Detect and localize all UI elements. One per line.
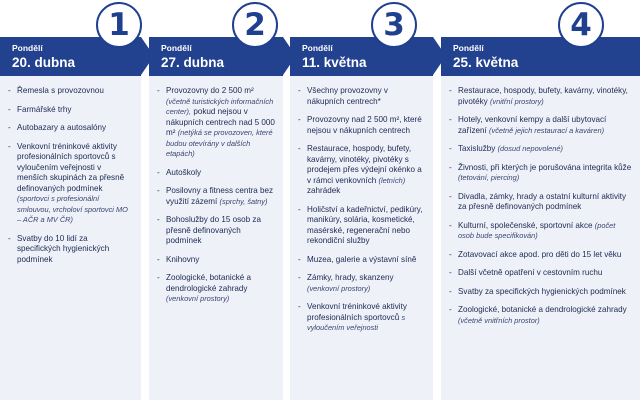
item-note: (počet osob bude specifikován): [458, 220, 616, 240]
list-item: [298, 273, 425, 294]
list-item: [449, 287, 632, 298]
phase-list-1: [0, 76, 141, 400]
list-item: [8, 234, 133, 266]
list-item: [157, 186, 275, 207]
list-item: [449, 268, 632, 279]
list-item: [8, 105, 133, 116]
list-item: [449, 163, 632, 184]
phase-day: Pondělí: [12, 43, 43, 53]
list-item: [157, 255, 275, 266]
item-text: Živnosti, při kterých je porušována integrita kůže: [458, 162, 632, 172]
item-text: Muzea, galerie a výstavní síně: [307, 254, 417, 264]
list-item: [449, 250, 632, 261]
item-text: Hotely, venkovní kempy a další ubytovací zařízení: [458, 115, 607, 135]
phase-date: 27. dubna: [161, 55, 225, 70]
item-text: Zámky, hrady, skanzeny: [307, 273, 394, 282]
item-text: Divadla, zámky, hrady a ostatní kulturní aktivity za přesně definovaných podmínek: [458, 191, 627, 211]
phase-date: 20. dubna: [12, 55, 76, 70]
list-item: [298, 302, 425, 334]
list-item: [298, 115, 425, 136]
item-text: Všechny provozovny v nákupních centrech*: [307, 86, 388, 106]
item-note: (sprchy, šatny): [219, 196, 268, 206]
phase-number-2: 2: [232, 2, 278, 48]
list-item: [449, 115, 632, 136]
item-text: Další včetně opatření v cestovním ruchu: [458, 268, 603, 277]
item-note: (včetně jejich restaurací a kaváren): [489, 125, 605, 135]
list-item: [298, 255, 425, 266]
item-text: Posilovny a fitness centra bez využití zázemí: [166, 186, 274, 206]
item-text: Kulturní, společenské, sportovní akce: [458, 220, 593, 230]
item-text: Svatby za specifických hygienických podmínek: [458, 286, 626, 296]
item-text: Zoologické, botanické a dendrologické zahrady: [166, 273, 252, 293]
phase-header-4: [441, 37, 640, 76]
item-note: (netýká se provozoven, které budou otevírány v dalších etapách): [166, 128, 273, 158]
item-text: Autobazary a autosalóny: [17, 123, 107, 132]
list-item: [449, 305, 632, 326]
item-note: (venkovní prostory): [307, 283, 371, 293]
item-note: (včetně turistických informačních center),: [166, 96, 274, 116]
item-text: Farmářské trhy: [17, 104, 72, 114]
list-item: [298, 86, 425, 107]
list-item: [449, 144, 632, 155]
item-text: Taxislužby: [458, 144, 496, 153]
item-text: Restaurace, hospody, bufety, kavárny, vinotéky, pivotéky s prodejem přes výdejní okénko a v rámci venkovních: [307, 144, 422, 185]
item-text: Svatby do 10 lidí za specifických hygienických podmínek: [17, 233, 110, 264]
item-text: Provozovny do 2 500 m²: [166, 86, 254, 95]
item-text: Bohoslužby do 15 osob za přesně definovaných podmínek: [166, 215, 261, 245]
list-item: [157, 168, 275, 179]
phase-day: Pondělí: [302, 43, 333, 53]
item-text: Autoškoly: [166, 167, 202, 177]
item-text: pokud nejsou v nákupních centrech nad 5 000 m²: [166, 107, 275, 137]
item-text: Holičství a kadeřnictví, pedikúry, manikúry, solária, kosmetické, masérské, regenerační nebo rekondiční služby: [307, 204, 423, 245]
item-text: Knihovny: [166, 254, 200, 264]
list-item: [8, 123, 133, 134]
phase-day: Pondělí: [453, 43, 484, 53]
item-text: Zotavovací akce apod. pro děti do 15 let věku: [458, 249, 622, 259]
list-item: [157, 215, 275, 247]
item-note: (tetování, piercing): [458, 173, 520, 182]
item-text: Venkovní tréninkové aktivity profesionálních sportovců: [307, 302, 407, 322]
list-item: [298, 205, 425, 247]
phase-list-2: [149, 76, 283, 400]
phase-date: 25. května: [453, 55, 519, 70]
phase-date: 11. května: [302, 55, 367, 70]
item-note: (letních): [378, 175, 406, 185]
list-item: [298, 144, 425, 197]
phase-number-3: 3: [371, 2, 417, 48]
list-item: [449, 86, 632, 107]
list-item: [8, 86, 133, 97]
phase-day: Pondělí: [161, 43, 192, 53]
item-text: Venkovní tréninkové aktivity profesionálních sportovců s vyloučením veřejnosti v menších skupinách za přesně definovaných podmínek: [17, 141, 125, 193]
item-text: Restaurace, hospody, bufety, kavárny, vinotéky, pivotéky: [458, 86, 628, 106]
item-note: (vnitřní prostory): [489, 96, 544, 106]
item-note: (venkovní prostory): [166, 294, 230, 303]
phase-list-3: [290, 76, 433, 400]
item-note: (včetně vnitřních prostor): [458, 315, 540, 325]
item-note: (dosud nepovolené): [497, 144, 563, 153]
list-item: [157, 273, 275, 305]
item-text: zahrádek: [307, 186, 341, 195]
phase-list-4: [441, 76, 640, 400]
list-item: [157, 86, 275, 160]
phase-number-4: 4: [558, 2, 604, 48]
phase-header-3: [290, 37, 433, 76]
item-text: Provozovny nad 2 500 m², které nejsou v nákupních centrech: [307, 115, 422, 135]
phase-number-1: 1: [96, 2, 142, 48]
item-note: s vyloučením veřejnosti: [307, 312, 406, 332]
list-item: [449, 221, 632, 242]
list-item: [8, 142, 133, 226]
item-note: (sportovci s profesionální smlouvou, vrcholoví sportovci MO – AČR a MV ČR): [17, 194, 128, 224]
item-text: Řemesla s provozovnou: [17, 86, 104, 95]
list-item: [449, 192, 632, 213]
item-text: Zoologické, botanické a dendrologické zahrady: [458, 305, 627, 314]
